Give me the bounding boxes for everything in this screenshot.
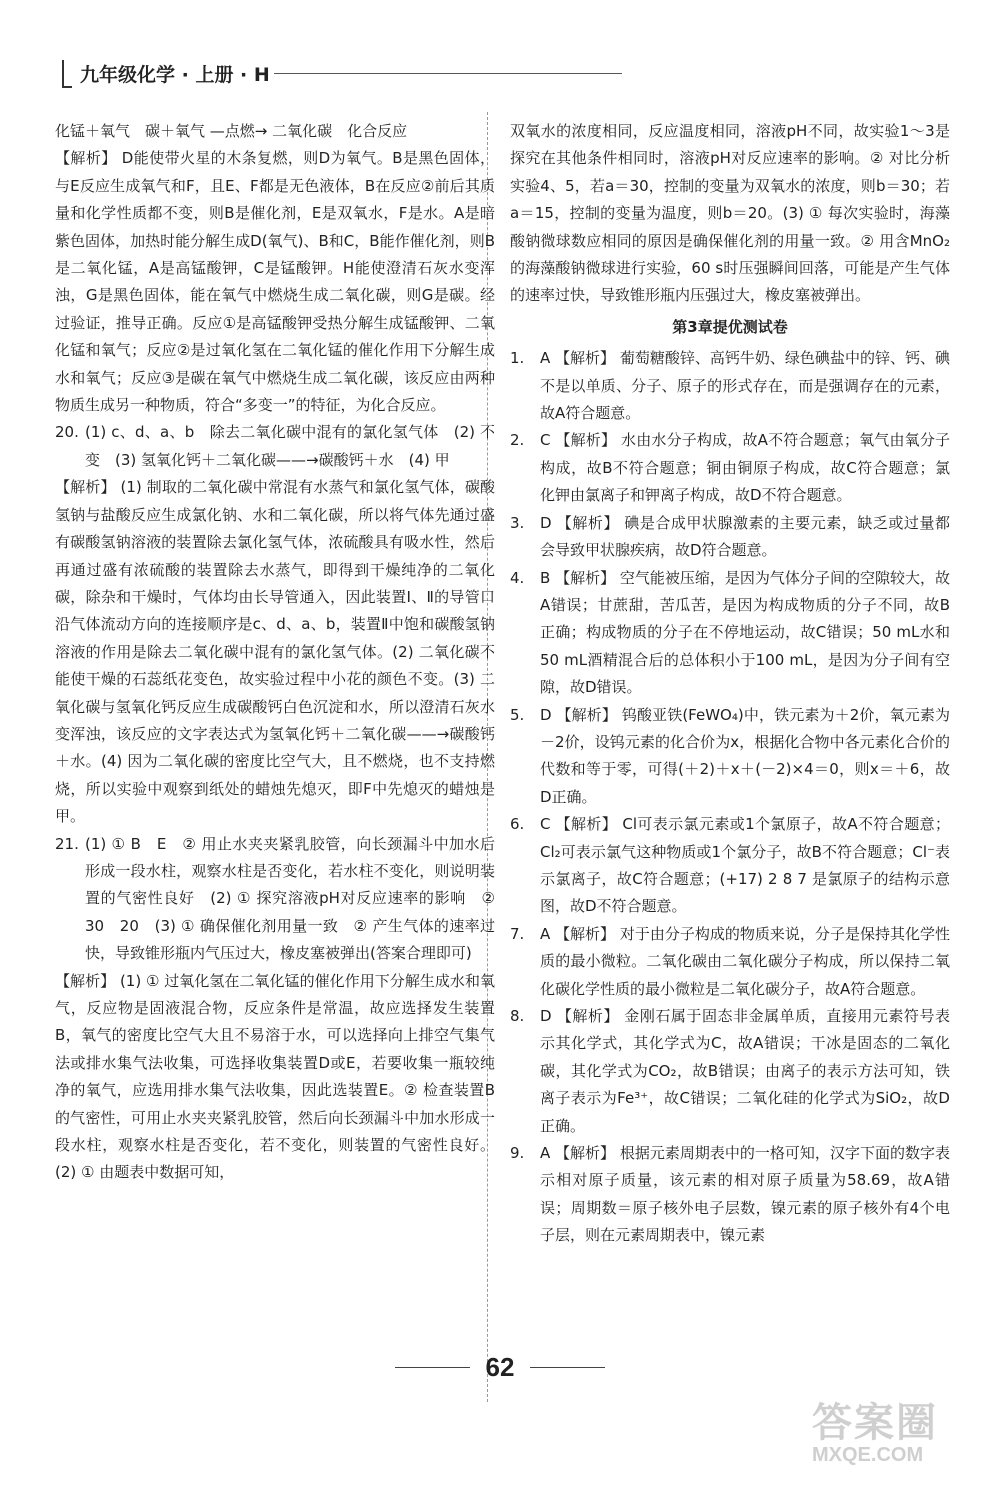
answer-item — [510, 510, 950, 565]
explanation-paragraph: 【解析】 (1) 制取的二氧化碳中常混有水蒸气和氯化氢气体，碳酸氢钠与盐酸反应生成氯化钠、水和二氧化碳，所以将气体先通过盛有碳酸氢钠溶液的装置除去氯化氢气体，浓硫酸具有吸水性，然后再通过盛有浓硫酸的装置除去水蒸气，即得到干燥纯净的二氧化碳，除杂和干燥时，气体均由长导管通入，因此装置Ⅰ、Ⅱ的导管口沿气体流动方向的连接顺序是c、d、a、b，装置Ⅱ中饱和碳酸氢钠溶液的作用是除去二氧化碳中混有的氯化氢气体。(2) 二氧化碳不能使干燥的石蕊纸花变色，故实验过程中小花的颜色不变。(3) 二氧化碳与氢氧化钙反应生成碳酸钙白色沉淀和水，所以澄清石灰水变浑浊，该反应的文字表达式为氢氧化钙＋二氧化碳——→碳酸钙＋水。(4) 因为二氧化碳的密度比空气大，且不燃烧，也不支持燃烧，所以实验中观察到纸处的蜡烛先熄灭，即F中先熄灭的蜡烛是甲。 — [55, 478, 495, 826]
item-number: 2. — [510, 431, 525, 450]
page-header — [62, 58, 622, 88]
item-text: A 【解析】 葡萄糖酸锌、高钙牛奶、绿色碘盐中的锌、钙、碘不是以单质、分子、原子的形式存在，而是强调存在的元素，故A符合题意。 — [540, 349, 950, 423]
answer-item — [510, 811, 950, 921]
explanation-paragraph: 双氧水的浓度相同，反应温度相同，溶液pH不同，故实验1～3是探究在其他条件相同时，溶液pH对反应速率的影响。② 对比分析实验4、5，若a＝30，控制的变量为双氧水的浓度，则b＝30；若a＝15，控制的变量为温度，则b＝20。(3) ① 每次实验时，海藻酸钠微球数应相同的原因是确保催化剂的用量一致。② 用含MnO₂的海藻酸钠微球进行实验，60 s时压强瞬间回落，可能是产生气体的速率过快，导致锥形瓶内压强过大，橡皮塞被弹出。 — [510, 122, 950, 305]
answer-item — [510, 1003, 950, 1140]
item-text: (1) ① B E ② 用止水夹夹紧乳胶管，向长颈漏斗中加水后形成一段水柱，观察水柱是否变化，若水柱不变化，则说明装置的气密性良好 (2) ① 探究溶液pH对反应速率的影响 ② 30 20 (3) ① 确保催化剂用量一致 ② 产生气体的速率过快，导致锥形瓶内气压过大，橡皮塞被弹出(答案合理即可) — [85, 834, 495, 963]
explanation-paragraph: 化锰＋氧气 碳＋氧气 —点燃→ 二氧化碳 化合反应 — [55, 122, 408, 140]
item-number: 1. — [510, 349, 525, 368]
answer-item — [55, 419, 495, 474]
page-number: 62 — [485, 1352, 515, 1382]
header-rule — [274, 73, 622, 74]
item-number: 5. — [510, 705, 525, 724]
item-number: 3. — [510, 513, 525, 532]
answer-item — [510, 702, 950, 812]
item-number: 20. — [55, 423, 79, 442]
answer-item — [510, 427, 950, 509]
answer-item — [510, 345, 950, 427]
footer-rule-right — [530, 1367, 605, 1368]
left-column — [55, 118, 495, 1187]
item-number: 7. — [510, 924, 525, 943]
watermark-url: MXQE.COM — [812, 1444, 924, 1466]
item-text: D 【解析】 碘是合成甲状腺激素的主要元素，缺乏或过量都会导致甲状腺疾病，故D符合题意。 — [540, 513, 950, 560]
item-number: 8. — [510, 1007, 525, 1025]
item-number: 21. — [55, 834, 79, 853]
answer-item — [510, 921, 950, 1003]
item-number: 9. — [510, 1144, 525, 1163]
footer-rule-left — [395, 1367, 470, 1368]
answer-item — [510, 1140, 950, 1250]
answer-item — [55, 831, 495, 968]
answer-item — [510, 565, 950, 702]
watermark-logo: 答案圈 — [812, 1400, 938, 1446]
item-text: D 【解析】 钨酸亚铁(FeWO₄)中，铁元素为＋2价，氧元素为－2价，设钨元素的化合价为x，根据化合物中各元素化合价的代数和等于零，可得(＋2)＋x＋(－2)×4＝0，则x＝＋6，故D正确。 — [540, 705, 950, 806]
header-bracket — [62, 60, 72, 88]
item-number: 6. — [510, 815, 525, 834]
explanation-paragraph: 【解析】 D能使带火星的木条复燃，则D为氧气。B是黑色固体，与E反应生成氧气和F，且E、F都是无色液体，B在反应②前后其质量和化学性质都不变，则B是催化剂，E是双氧水，F是水。A是暗紫色固体，加热时能分解生成D(氧气)、B和C，B能作催化剂，则B是二氧化锰，A是高锰酸钾，C是锰酸钾。H能使澄清石灰水变浑浊，G是黑色固体，能在氧气中燃烧生成二氧化碳，则G是碳。经过验证，推导正确。反应①是高锰酸钾受热分解生成锰酸钾、二氧化锰和氧气；反应②是过氧化氢在二氧化锰的催化作用下分解生成水和氧气；反应③是碳在氧气中燃烧生成二氧化碳，该反应由两种物质生成另一种物质，符合“多变一”的特征，为化合反应。 — [55, 149, 495, 415]
page-footer — [0, 1352, 1000, 1383]
watermark — [812, 1391, 972, 1481]
item-text: (1) c、d、a、b 除去二氧化碳中混有的氯化氢气体 (2) 不变 (3) 氢氧化钙＋二氧化碳——→碳酸钙＋水 (4) 甲 — [85, 423, 495, 469]
item-text: A 【解析】 对于由分子构成的物质来说，分子是保持其化学性质的最小微粒。二氧化碳由二氧化碳分子构成，所以保持二氧化碳化学性质的最小微粒是二氧化碳分子，故A符合题意。 — [540, 924, 950, 998]
item-text: C 【解析】 Cl可表示氯元素或1个氯原子，故A不符合题意；Cl₂可表示氯气这种物质或1个氯分子，故B不符合题意；Cl⁻表示氯离子，故C符合题意；(+17) 2 8 7 是氯原子的结构示意图，故D不符合题意。 — [540, 815, 950, 916]
item-text: A 【解析】 根据元素周期表中的一格可知，汉字下面的数字表示相对原子质量，该元素的相对原子质量为58.69，故A错误；周期数＝原子核外电子层数，镍元素的原子核外有4个电子层，则在元素周期表中，镍元素 — [540, 1144, 950, 1245]
item-text: C 【解析】 水由水分子构成，故A不符合题意；氧气由氧分子构成，故B不符合题意；铜由铜原子构成，故C符合题意；氯化钾由氯离子和钾离子构成，故D不符合题意。 — [540, 431, 950, 505]
right-column — [510, 118, 950, 1250]
item-text: D 【解析】 金刚石属于固态非金属单质，直接用元素符号表示其化学式，其化学式为C，故A错误；干冰是固态的二氧化碳，其化学式为CO₂，故B错误；由离子的表示方法可知，铁离子表示为Fe³⁺，故C错误；二氧化硅的化学式为SiO₂，故D正确。 — [540, 1007, 950, 1135]
item-number: 4. — [510, 568, 525, 587]
explanation-paragraph: 【解析】 (1) ① 过氧化氢在二氧化锰的催化作用下分解生成水和氧气，反应物是固液混合物，反应条件是常温，故应选择发生装置B，氧气的密度比空气大且不易溶于水，可以选择向上排空气集气法或排水集气法收集，可选择收集装置D或E，若要收集一瓶较纯净的氧气，应选用排水集气法收集，因此选装置E。② 检查装置B的气密性，可用止水夹夹紧乳胶管，然后向长颈漏斗中加水形成一段水柱，观察水柱是否变化，若不变化，则装置的气密性良好。(2) ① 由题表中数据可知， — [55, 971, 495, 1182]
item-text: B 【解析】 空气能被压缩，是因为气体分子间的空隙较大，故A错误；甘蔗甜，苦瓜苦，是因为构成物质的分子不同，故B正确；构成物质的分子在不停地运动，故C错误；50 mL水和50 mL酒精混合后的总体积小于100 mL，是因为分子间有空隙，故D错误。 — [540, 568, 950, 697]
header-title: 九年级化学 · 上册 · H — [80, 64, 270, 86]
section-title: 第3章提优测试卷 — [672, 317, 788, 336]
